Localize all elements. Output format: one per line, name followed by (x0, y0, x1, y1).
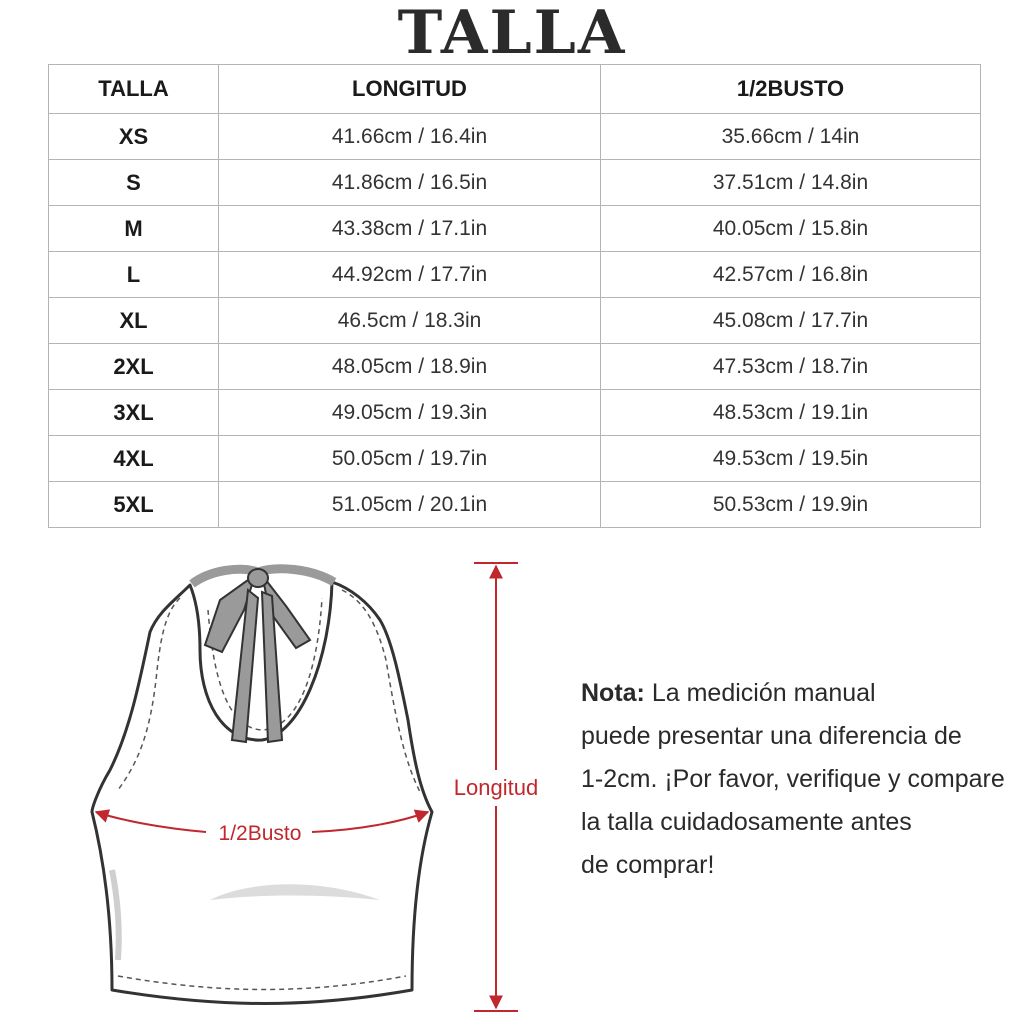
half-bust-cell: 49.53cm / 19.5in (601, 436, 981, 482)
size-cell: 5XL (49, 482, 219, 528)
note-line-3: 1-2cm. ¡Por favor, verifique y compare (581, 765, 1005, 793)
half-bust-cell: 35.66cm / 14in (601, 114, 981, 160)
note-line-4: la talla cuidadosamente antes (581, 808, 912, 836)
size-cell: L (49, 252, 219, 298)
half-bust-cell: 47.53cm / 18.7in (601, 344, 981, 390)
half-bust-cell: 37.51cm / 14.8in (601, 160, 981, 206)
size-table (48, 64, 981, 528)
table-row (49, 160, 981, 206)
size-cell: 4XL (49, 436, 219, 482)
length-cell: 46.5cm / 18.3in (219, 298, 601, 344)
table-row (49, 390, 981, 436)
length-cell: 50.05cm / 19.7in (219, 436, 601, 482)
table-row (49, 482, 981, 528)
note-label: Nota: (581, 679, 645, 707)
size-cell: XS (49, 114, 219, 160)
note-line-5: de comprar! (581, 851, 715, 879)
table-row (49, 436, 981, 482)
length-cell: 51.05cm / 20.1in (219, 482, 601, 528)
length-label: Longitud (453, 775, 539, 800)
table-row (49, 344, 981, 390)
size-cell: M (49, 206, 219, 252)
table-header-row (49, 65, 981, 114)
table-row (49, 114, 981, 160)
note-text (581, 672, 1021, 887)
table-row (49, 206, 981, 252)
half-bust-cell: 42.57cm / 16.8in (601, 252, 981, 298)
bust-label: 1/2Busto (218, 822, 302, 845)
length-cell: 48.05cm / 18.9in (219, 344, 601, 390)
size-cell: S (49, 160, 219, 206)
half-bust-cell: 50.53cm / 19.9in (601, 482, 981, 528)
header-length: LONGITUD (219, 65, 601, 114)
half-bust-cell: 48.53cm / 19.1in (601, 390, 981, 436)
page-title: TALLA (397, 0, 627, 68)
size-cell: XL (49, 298, 219, 344)
table-row (49, 298, 981, 344)
length-measurement (454, 563, 538, 1011)
note-line-2: puede presentar una diferencia de (581, 722, 962, 750)
half-bust-cell: 40.05cm / 15.8in (601, 206, 981, 252)
length-cell: 41.86cm / 16.5in (219, 160, 601, 206)
length-cell: 44.92cm / 17.7in (219, 252, 601, 298)
garment-body (92, 582, 432, 1004)
header-size: TALLA (49, 65, 219, 114)
length-cell: 41.66cm / 16.4in (219, 114, 601, 160)
length-cell: 43.38cm / 17.1in (219, 206, 601, 252)
note-line-1: La medición manual (651, 679, 876, 707)
half-bust-cell: 45.08cm / 17.7in (601, 298, 981, 344)
halter-top-illustration (92, 569, 432, 1004)
length-cell: 49.05cm / 19.3in (219, 390, 601, 436)
size-cell: 2XL (49, 344, 219, 390)
table-row (49, 252, 981, 298)
header-half-bust: 1/2BUSTO (601, 65, 981, 114)
size-cell: 3XL (49, 390, 219, 436)
